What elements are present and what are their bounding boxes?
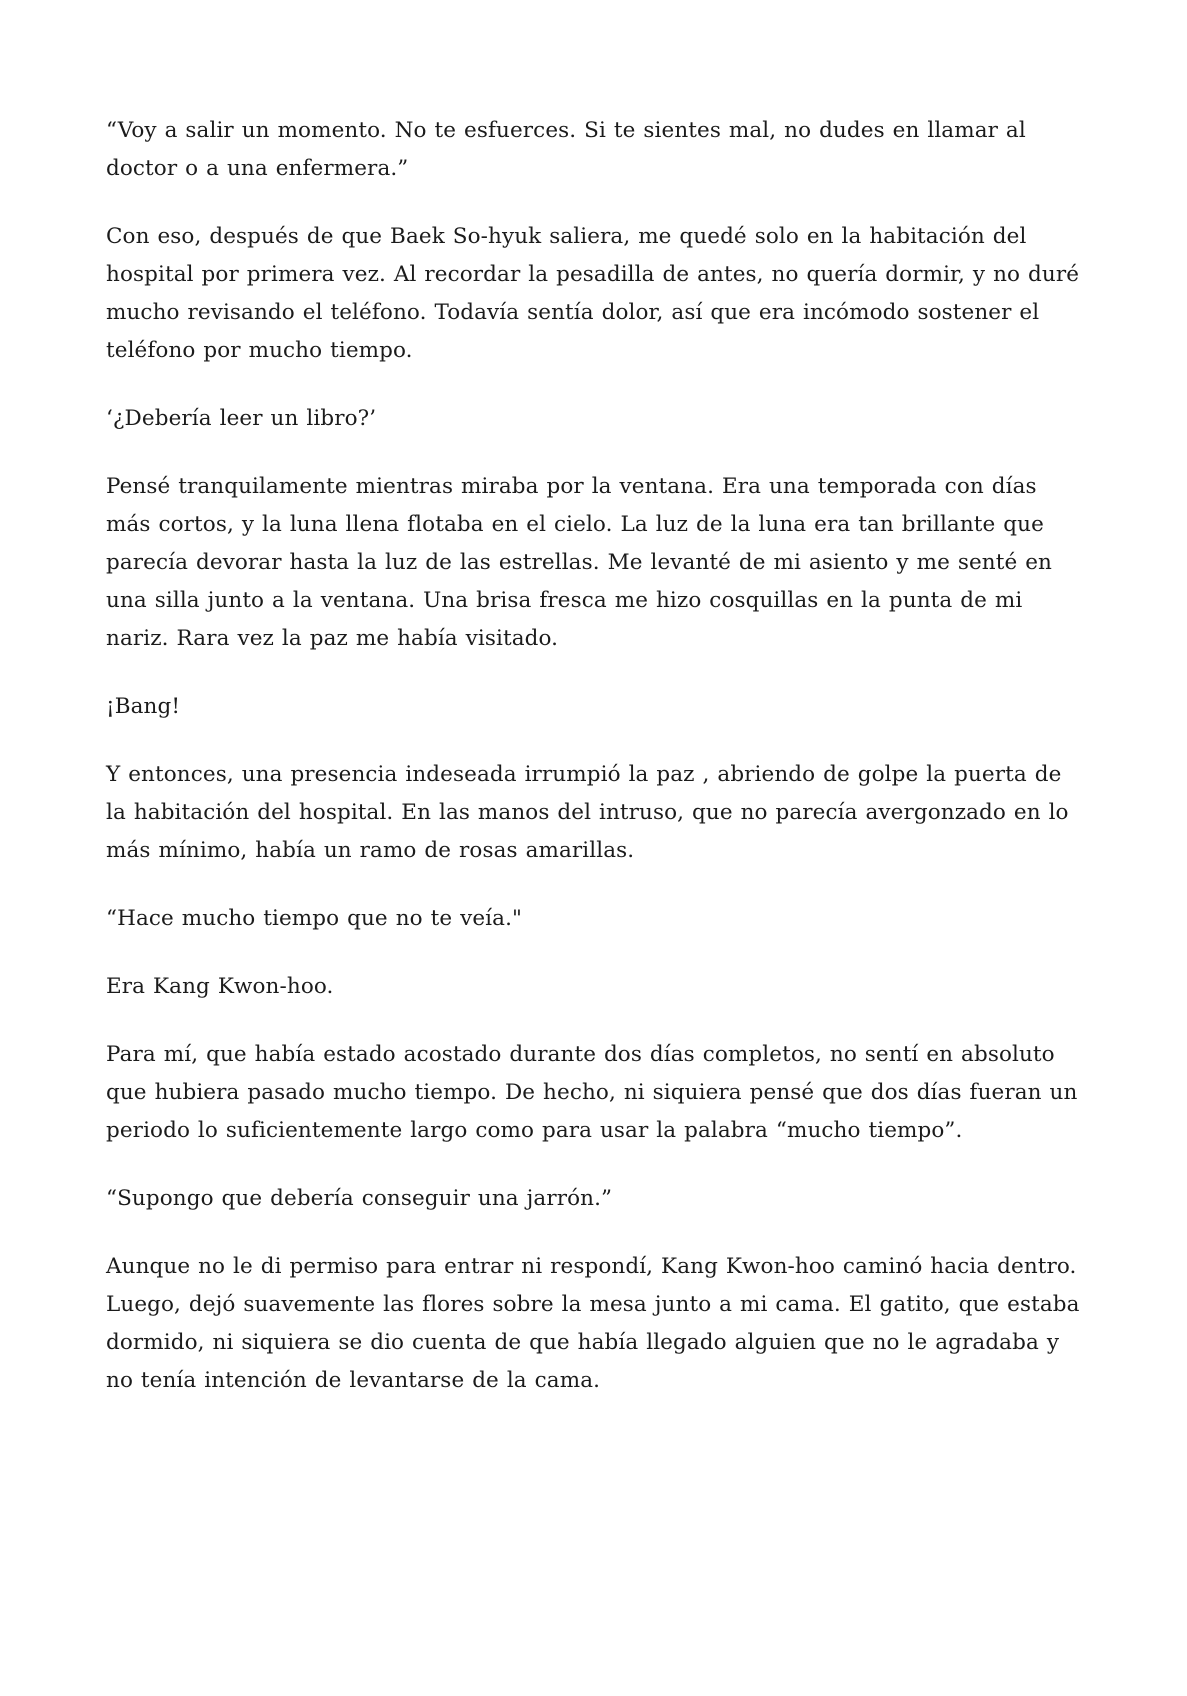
paragraph: Era Kang Kwon-hoo. [106, 974, 334, 999]
paragraph: “Supongo que debería conseguir una jarrón.” [106, 1186, 613, 1211]
paragraph: Y entonces, una presencia indeseada irrumpió la paz , abriendo de golpe la puerta de la habitación del hospital. En las manos del intruso, que no parecía avergonzado en lo más mínimo, había un ramo de rosas amarillas. [106, 762, 1069, 863]
paragraph: Pensé tranquilamente mientras miraba por la ventana. Era una temporada con días más cortos, y la luna llena flotaba en el cielo. La luz de la luna era tan brillante que parecía devorar hasta la luz de las estrellas. Me levanté de mi asiento y me senté en una silla junto a la ventana. Una brisa fresca me hizo cosquillas en la punta de mi nariz. Rara vez la paz me había visitado. [106, 474, 1053, 651]
paragraph: Aunque no le di permiso para entrar ni respondí, Kang Kwon-hoo caminó hacia dentro. Luego, dejó suavemente las flores sobre la mesa junto a mi cama. El gatito, que estaba dormido, ni siquiera se dio cuenta de que había llegado alguien que no le agradaba y no tenía intención de levantarse de la cama. [106, 1254, 1080, 1393]
paragraph: “Hace mucho tiempo que no te veía." [106, 906, 523, 931]
paragraph: Con eso, después de que Baek So-hyuk saliera, me quedé solo en la habitación del hospital por primera vez. Al recordar la pesadilla de antes, no quería dormir, y no duré mucho revisando el teléfono. Todavía sentía dolor, así que era incómodo sostener el teléfono por mucho tiempo. [106, 224, 1080, 363]
paragraph: “Voy a salir un momento. No te esfuerces. Si te sientes mal, no dudes en llamar al doctor o a una enfermera.” [106, 118, 1026, 181]
paragraph: Para mí, que había estado acostado durante dos días completos, no sentí en absoluto que hubiera pasado mucho tiempo. De hecho, ni siquiera pensé que dos días fueran un periodo lo suficientemente largo como para usar la palabra “mucho tiempo”. [106, 1042, 1078, 1143]
paragraph: ¡Bang! [106, 694, 181, 719]
paragraph: ‘¿Debería leer un libro?’ [106, 406, 377, 431]
